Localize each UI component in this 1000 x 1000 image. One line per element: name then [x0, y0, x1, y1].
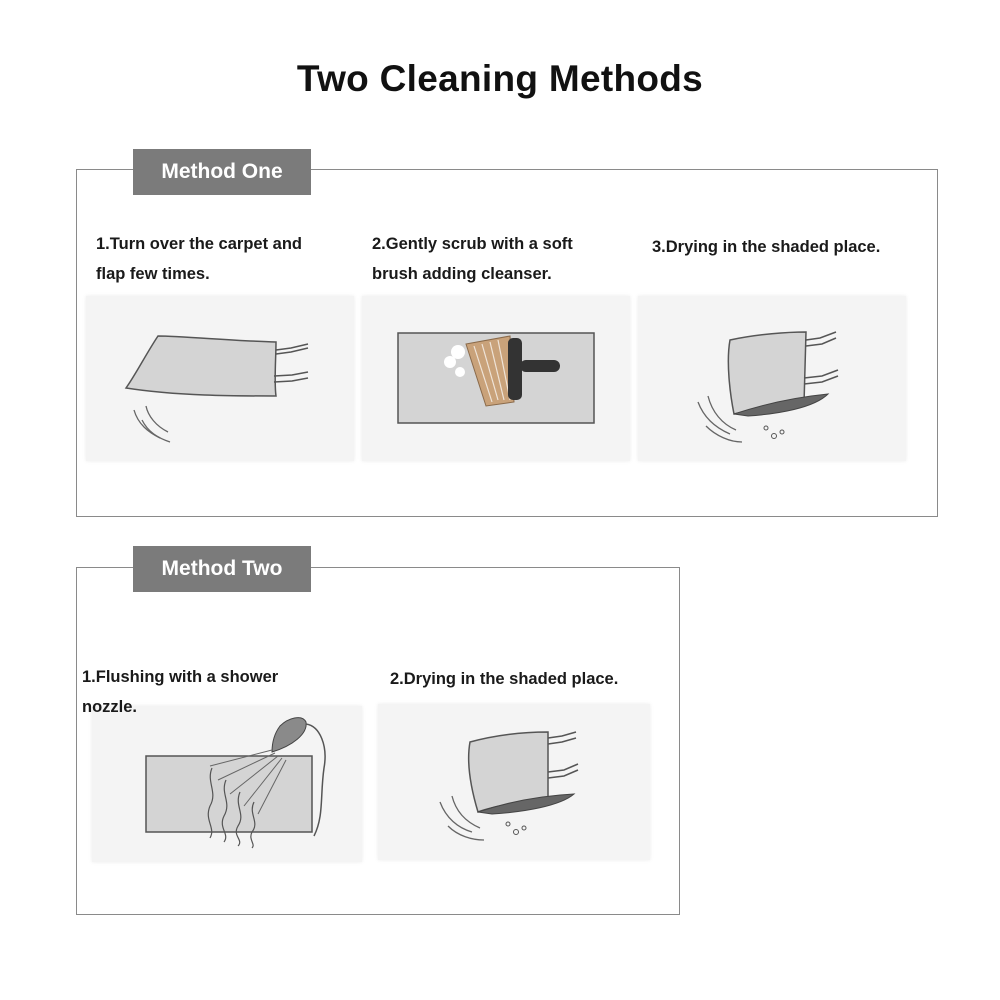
step-panel — [638, 296, 906, 461]
drying-carpet-icon — [378, 704, 650, 860]
shower-nozzle-icon — [92, 706, 362, 862]
scrub-brush-icon — [362, 296, 630, 461]
page-title: Two Cleaning Methods — [296, 58, 704, 99]
step-text: 3.Drying in the shaded place. — [652, 238, 881, 256]
step-panel — [86, 296, 354, 461]
step-text: 1.Flushing with a shower nozzle. — [82, 668, 279, 716]
step-text: 2.Gently scrub with a soft brush adding cleanser. — [372, 235, 573, 283]
step-panel — [92, 706, 362, 862]
step-panel — [362, 296, 630, 461]
flapping-carpet-icon — [86, 296, 354, 461]
step-text: 2.Drying in the shaded place. — [390, 670, 619, 688]
method-two-label: Method Two — [133, 546, 311, 592]
step-panel — [378, 704, 650, 860]
step-text: 1.Turn over the carpet and flap few times. — [96, 235, 302, 283]
method-one-label: Method One — [133, 149, 311, 195]
drying-carpet-icon — [638, 296, 906, 461]
